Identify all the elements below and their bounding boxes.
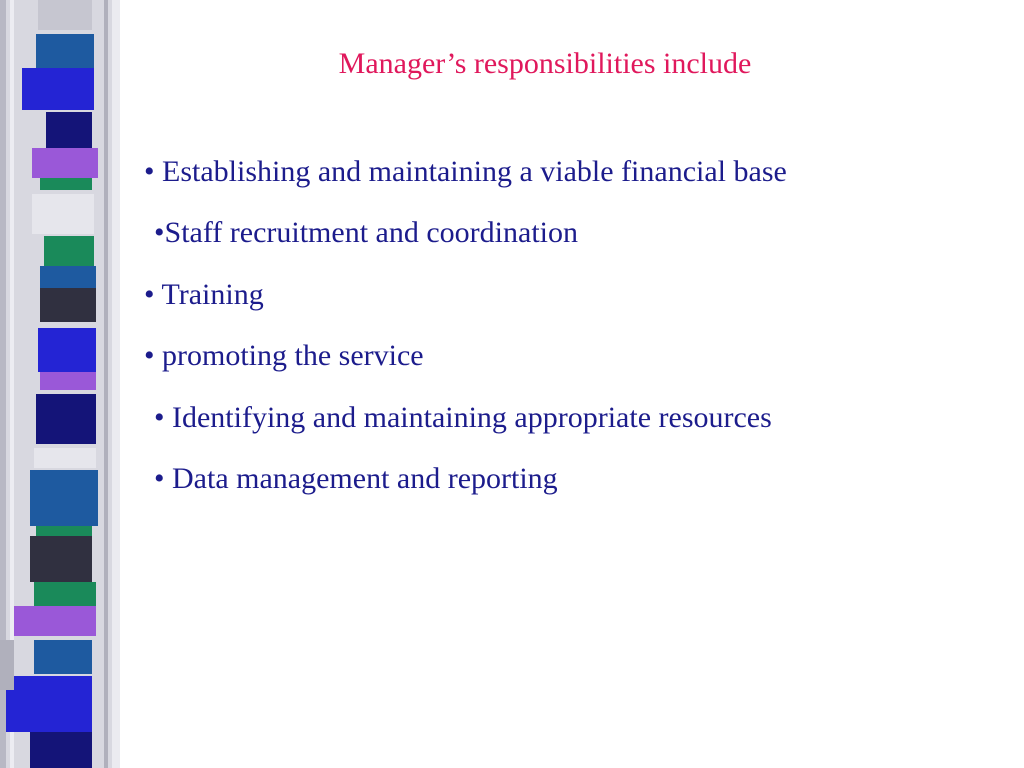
bullet-item-promoting-service: • promoting the service (144, 339, 424, 372)
decorative-pattern-graphic (0, 0, 120, 768)
bullet-item-staff-recruitment: •Staff recruitment and coordination (154, 216, 578, 249)
bullet-item-data-management: • Data management and reporting (154, 462, 558, 495)
bullet-item-resources: • Identifying and maintaining appropriate resources (154, 401, 772, 434)
bullet-item-training: • Training (144, 278, 264, 311)
slide-title: Manager’s responsibilities include (338, 47, 752, 80)
bullet-item-financial-base: • Establishing and maintaining a viable financial base (144, 155, 787, 188)
decorative-side-strip (0, 0, 120, 768)
